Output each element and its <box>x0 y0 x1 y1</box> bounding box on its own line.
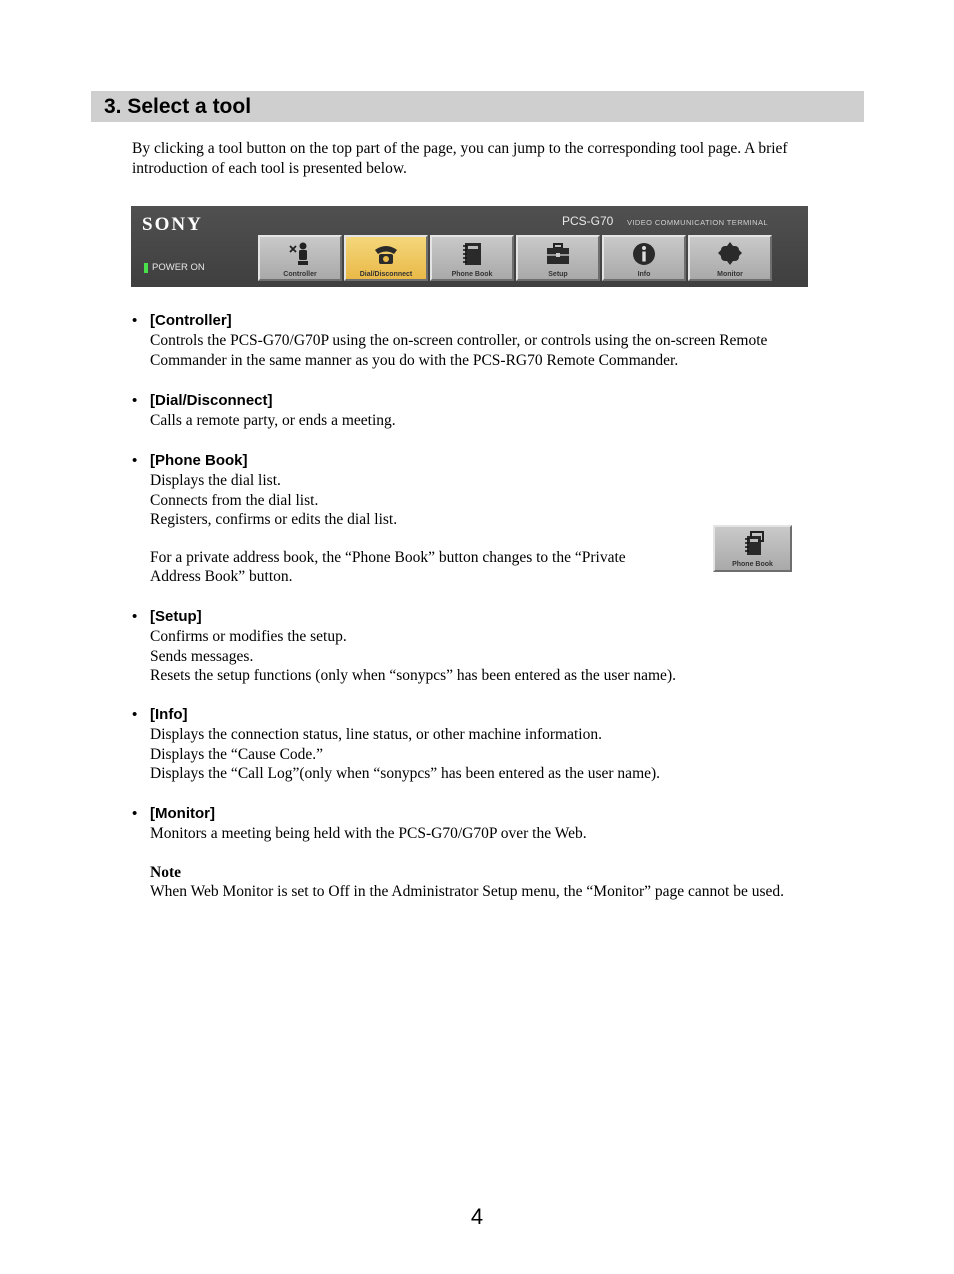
controller-icon <box>286 240 314 268</box>
item-line: Connects from the dial list. <box>150 491 319 509</box>
item-info <box>132 705 852 804</box>
bullet: • <box>132 608 138 625</box>
tool-bar <box>131 206 808 287</box>
section-header <box>91 91 864 122</box>
monitor-button[interactable] <box>688 235 772 281</box>
item-line: Commander in the same manner as you do with the PCS-RG70 Remote Commander. <box>150 351 679 369</box>
intro-paragraph: By clicking a tool button on the top part of the page, you can jump to the corresponding tool page. A brief introduction of each tool is presented below. <box>132 140 788 177</box>
phone-book-button[interactable] <box>430 235 514 281</box>
bullet: • <box>132 452 138 469</box>
setup-button[interactable] <box>516 235 600 281</box>
bullet: • <box>132 392 138 409</box>
phone-icon <box>372 240 400 268</box>
bullet: • <box>132 312 138 329</box>
item-monitor <box>132 804 852 902</box>
item-line: Displays the “Cause Code.” <box>150 745 324 763</box>
note-text: When Web Monitor is set to Off in the Administrator Setup menu, the “Monitor” page cannot be used. <box>150 883 784 900</box>
power-label: POWER ON <box>152 262 205 273</box>
item-dial-disconnect <box>132 391 852 451</box>
item-line: Displays the “Call Log”(only when “sonypcs” has been entered as the user name). <box>150 765 661 782</box>
bullet: • <box>132 706 138 723</box>
item-controller-title: [Controller] <box>150 312 232 329</box>
item-line: Confirms or modifies the setup. <box>150 628 347 645</box>
monitor-icon <box>716 240 744 268</box>
item-controller <box>132 311 852 391</box>
item-setup <box>132 607 852 705</box>
model-name: PCS-G70 <box>562 214 614 228</box>
bullet: • <box>132 805 138 822</box>
item-line: Sends messages. <box>150 647 254 665</box>
phone-book-figure-label: Phone Book <box>732 561 773 568</box>
info-button-label: Info <box>637 271 651 278</box>
page-number: 4 <box>470 1204 484 1229</box>
item-info-title: [Info] <box>150 706 188 723</box>
setup-button-label: Setup <box>548 271 568 278</box>
item-line: Calls a remote party, or ends a meeting. <box>150 412 396 429</box>
item-line: Controls the PCS-G70/G70P using the on-screen controller, or controls using the on-screen Remote <box>150 332 768 349</box>
toolbox-icon <box>544 240 572 268</box>
power-led-icon <box>144 263 148 273</box>
item-monitor-title: [Monitor] <box>150 805 215 822</box>
monitor-button-label: Monitor <box>717 271 743 278</box>
item-line: Address Book” button. <box>150 568 293 585</box>
dial-disconnect-button[interactable] <box>344 235 428 281</box>
info-button[interactable] <box>602 235 686 281</box>
item-line: Monitors a meeting being held with the PCS-G70/G70P over the Web. <box>150 825 587 842</box>
power-indicator <box>144 262 205 273</box>
item-phonebook-title: [Phone Book] <box>150 452 248 469</box>
phone-book-icon <box>458 240 486 268</box>
item-line: Resets the setup functions (only when “sonypcs” has been entered as the user name). <box>150 667 676 684</box>
controller-button-label: Controller <box>283 271 317 278</box>
controller-button[interactable] <box>258 235 342 281</box>
dial-disconnect-button-label: Dial/Disconnect <box>359 271 413 278</box>
item-line: For a private address book, the “Phone Book” button changes to the “Private <box>150 548 626 566</box>
info-icon <box>630 240 658 268</box>
section-title: 3. Select a tool <box>104 95 252 118</box>
sony-logo: SONY <box>142 214 203 235</box>
item-dial-title: [Dial/Disconnect] <box>150 392 273 409</box>
item-line: Displays the connection status, line status, or other machine information. <box>150 726 602 743</box>
item-line: Registers, confirms or edits the dial list. <box>150 511 398 528</box>
private-address-book-icon <box>739 530 767 558</box>
phone-book-button-label: Phone Book <box>451 271 493 278</box>
note-title: Note <box>150 863 181 881</box>
item-setup-title: [Setup] <box>150 608 202 625</box>
item-line: Displays the dial list. <box>150 472 281 489</box>
model-tagline: VIDEO COMMUNICATION TERMINAL <box>627 218 768 227</box>
phone-book-button-figure <box>713 525 792 572</box>
tool-description-list <box>132 311 852 902</box>
